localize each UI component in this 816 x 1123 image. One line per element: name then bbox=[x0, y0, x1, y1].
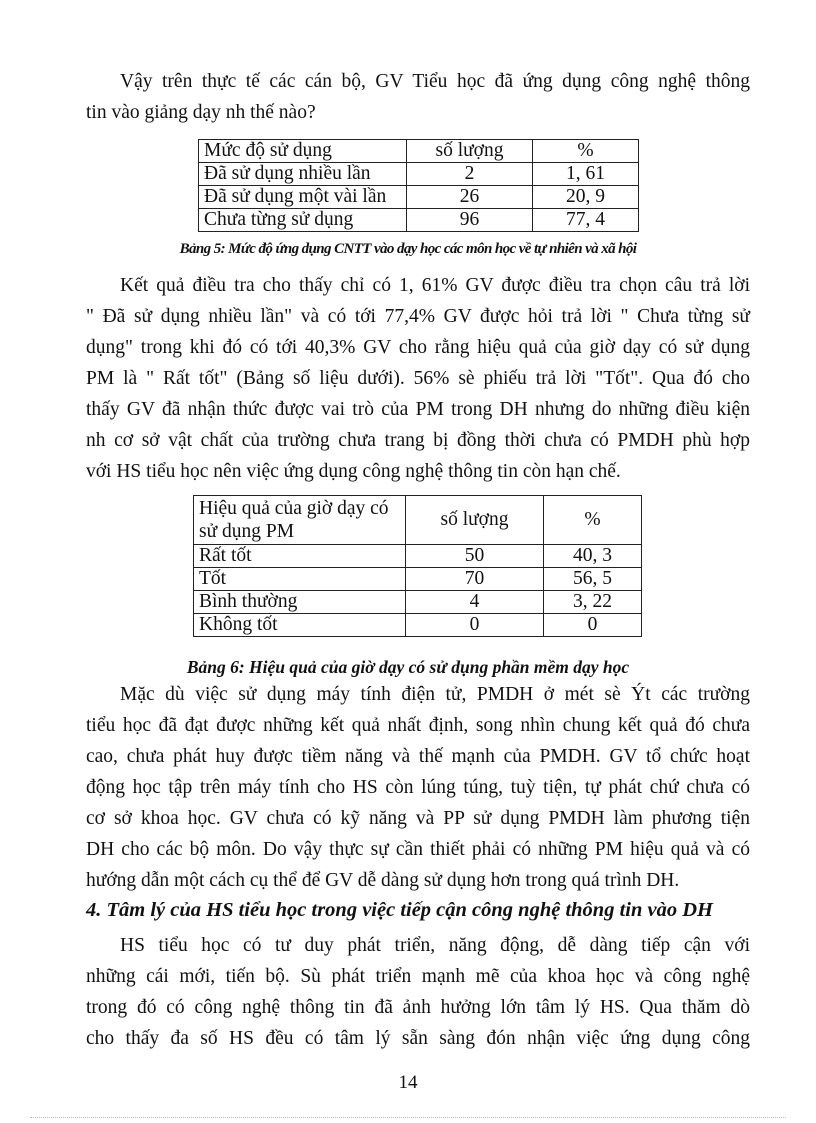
table-cell: Đã sử dụng một vài lần bbox=[199, 186, 407, 209]
footer-divider bbox=[30, 1117, 786, 1118]
table-cell: 40, 3 bbox=[544, 545, 642, 568]
table-header-cell: số lượng bbox=[407, 140, 533, 163]
psychology-paragraph bbox=[86, 930, 750, 1054]
intro-paragraph bbox=[86, 66, 750, 128]
table-row bbox=[199, 186, 639, 209]
table-header-cell: % bbox=[533, 140, 639, 163]
section-heading: 4. Tâm lý của HS tiểu học trong việc tiếp cận công nghệ thông tin vào DH bbox=[86, 899, 713, 921]
discussion-paragraph bbox=[86, 679, 750, 896]
table-cell: Đã sử dụng nhiều lần bbox=[199, 163, 407, 186]
table-row bbox=[194, 591, 642, 614]
text-line: DH cho các bộ môn. Do vậy thực sự cần thiết phải có những PM hiệu quả và có bbox=[86, 839, 750, 860]
table-header-row bbox=[199, 140, 639, 163]
table-cell: Bình thường bbox=[194, 591, 406, 614]
text-line: cho thấy đa số HS đều có tâm lý sẵn sàng đón nhận việc ứng dụng công bbox=[86, 1028, 750, 1049]
text-line: Mặc dù việc sử dụng máy tính điện tử, PMDH ở mét sè Ýt các trường bbox=[120, 684, 750, 705]
table-5 bbox=[198, 139, 639, 232]
results-paragraph bbox=[86, 270, 750, 487]
text-line: tiểu học đã đạt được những kết quả nhất định, song nhìn chung kết quả đó chưa bbox=[86, 715, 750, 736]
table-cell: 77, 4 bbox=[533, 209, 639, 232]
text-line: trong đó có công nghệ thông tin đã ảnh hưởng lớn tâm lý HS. Qua thăm dò bbox=[86, 997, 750, 1018]
text-line: với HS tiểu học nên việc ứng dụng công nghệ thông tin còn hạn chế. bbox=[86, 461, 621, 482]
text-line: Kết quả điều tra cho thấy chỉ có 1, 61% GV được điều tra chọn câu trả lời bbox=[120, 275, 750, 296]
page-number: 14 bbox=[398, 1072, 418, 1093]
table-cell: 96 bbox=[407, 209, 533, 232]
table-cell: 50 bbox=[406, 545, 544, 568]
text-line: tin vào giảng dạy nh thế nào? bbox=[86, 102, 316, 123]
table-cell: 20, 9 bbox=[533, 186, 639, 209]
text-line: cơ sở khoa học. GV chưa có kỹ năng và PP sử dụng PMDH làm phương tiện bbox=[86, 808, 750, 829]
table-cell: Không tốt bbox=[194, 614, 406, 637]
table-row bbox=[194, 545, 642, 568]
table-6-caption: Bảng 6: Hiệu quả của giờ dạy có sử dụng phần mềm dạy học bbox=[186, 657, 630, 677]
table-header-cell: số lượng bbox=[406, 496, 544, 545]
table-header-cell: Mức độ sử dụng bbox=[199, 140, 407, 163]
table-5-caption: Bảng 5: Mức độ ứng dụng CNTT vào dạy học các môn học về tự nhiên và xã hội bbox=[179, 241, 637, 257]
table-header-cell: Hiệu quả của giờ dạy có sử dụng PM bbox=[194, 496, 406, 545]
text-line: động học tập trên máy tính cho HS còn lúng túng, tuỳ tiện, tự phát chứ chưa có bbox=[86, 777, 750, 798]
table-cell: 56, 5 bbox=[544, 568, 642, 591]
table-cell: 4 bbox=[406, 591, 544, 614]
table-cell: 2 bbox=[407, 163, 533, 186]
table-cell: Chưa từng sử dụng bbox=[199, 209, 407, 232]
table-row bbox=[194, 614, 642, 637]
table-header-cell: % bbox=[544, 496, 642, 545]
table-row bbox=[199, 163, 639, 186]
table-cell: 1, 61 bbox=[533, 163, 639, 186]
text-line: Vậy trên thực tế các cán bộ, GV Tiểu học đã ứng dụng công nghệ thông bbox=[120, 71, 750, 92]
text-line: thấy GV đã nhận thức được vai trò của PM trong DH nhưng do những điều kiện bbox=[86, 399, 750, 420]
text-line: những cái mới, tiến bộ. Sù phát triển mạnh mẽ của khoa học và công nghệ bbox=[86, 966, 750, 987]
table-cell: 26 bbox=[407, 186, 533, 209]
table-6 bbox=[193, 495, 642, 637]
text-line: cao, chưa phát huy được tiềm năng và thế mạnh của PMDH. GV tổ chức hoạt bbox=[86, 746, 750, 767]
table-cell: 0 bbox=[406, 614, 544, 637]
table-cell: 0 bbox=[544, 614, 642, 637]
text-line: HS tiểu học có tư duy phát triển, năng động, dễ dàng tiếp cận với bbox=[120, 935, 750, 956]
text-line: PM là " Rất tốt" (Bảng số liệu dưới). 56% sè phiếu trả lời "Tốt". Qua đó cho bbox=[86, 368, 750, 389]
text-line: hướng dẫn một cách cụ thể để GV dễ dàng sử dụng hơn trong quá trình DH. bbox=[86, 870, 680, 891]
text-line: dụng" trong khi đó có tới 40,3% GV cho rằng hiệu quả của giờ dạy có sử dụng bbox=[86, 337, 750, 358]
table-cell: 70 bbox=[406, 568, 544, 591]
table-cell: 3, 22 bbox=[544, 591, 642, 614]
text-line: nh cơ sở vật chất của trường chưa trang bị đồng thời chưa có PMDH phù hợp bbox=[86, 430, 750, 451]
table-row bbox=[199, 209, 639, 232]
text-line: " Đã sử dụng nhiều lần" và có tới 77,4% GV được hỏi trả lời " Chưa từng sử bbox=[86, 306, 750, 327]
table-cell: Tốt bbox=[194, 568, 406, 591]
table-row bbox=[194, 568, 642, 591]
table-header-row bbox=[194, 496, 642, 545]
table-cell: Rất tốt bbox=[194, 545, 406, 568]
